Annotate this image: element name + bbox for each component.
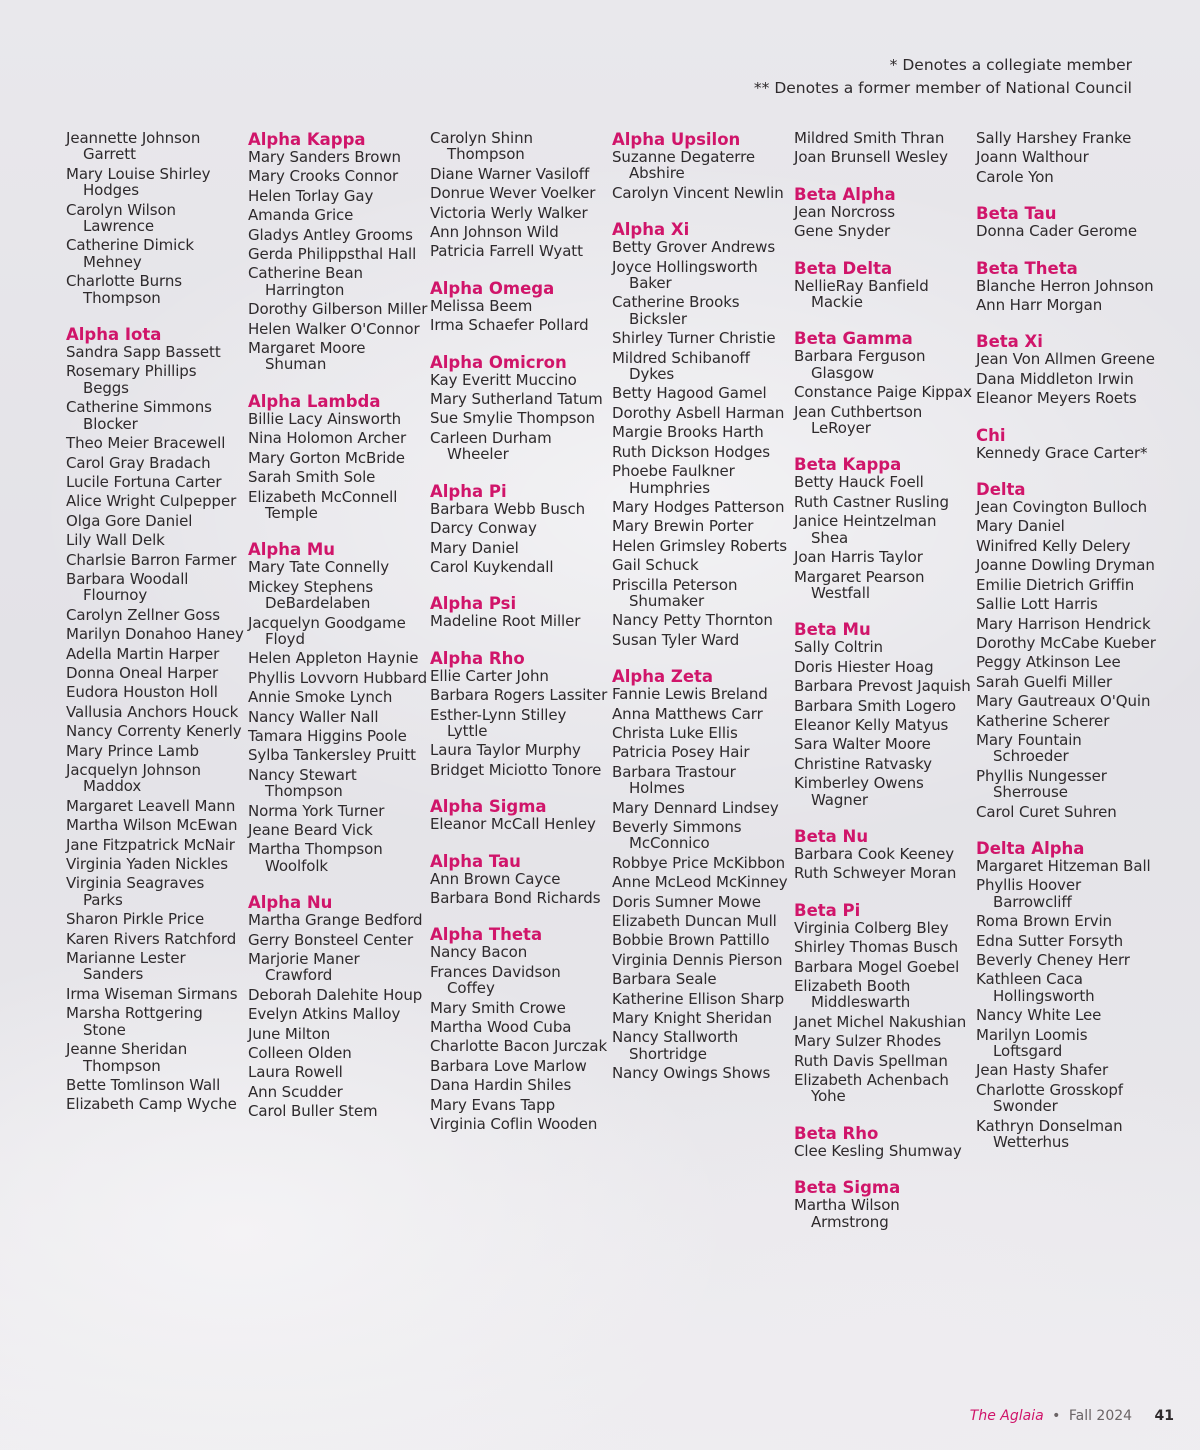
member-name: Marilyn Donahoo Haney <box>66 625 244 644</box>
member-name: Olga Gore Daniel <box>66 511 193 530</box>
chapter-title: Alpha Xi <box>612 220 690 240</box>
chapter-group <box>794 130 974 169</box>
member-name: Gladys Antley Grooms <box>248 225 413 244</box>
member-name: Charlotte Grosskopf Swonder <box>976 1080 1123 1116</box>
member-name: Karen Rivers Ratchford <box>66 929 237 948</box>
member-name: Katherine Ellison Sharp <box>612 989 785 1008</box>
member-name: Jean Hasty Shafer <box>976 1061 1109 1080</box>
member-name: Tamara Higgins Poole <box>248 726 407 745</box>
member-name: Norma York Turner <box>248 801 385 820</box>
member-name: Barbara Ferguson Glasgow <box>794 347 926 382</box>
chapter-group <box>66 130 246 309</box>
chapter-group <box>976 204 1156 242</box>
member-name: Anne McLeod McKinney <box>612 873 788 892</box>
chapter-group <box>794 827 974 885</box>
member-name: Mickey Stephens DeBardelaben <box>248 577 374 613</box>
member-name: Constance Paige Kippax <box>794 383 972 402</box>
member-name: Elizabeth Duncan Mull <box>612 912 777 931</box>
member-name: Jean Norcross <box>794 202 895 221</box>
member-name: Jane Fitzpatrick McNair <box>66 835 235 854</box>
chapter-title: Alpha Tau <box>430 851 521 871</box>
member-name: Mildred Schibanoff Dykes <box>612 348 750 384</box>
member-name: Donna Oneal Harper <box>66 663 219 682</box>
member-name: Virginia Dennis Pierson <box>612 950 783 969</box>
member-name: Jeannette Johnson Garrett <box>66 129 201 164</box>
member-name: Billie Lacy Ainsworth <box>248 409 402 428</box>
member-name: Marsha Rottgering Stone <box>66 1004 203 1039</box>
chapter-title: Alpha Pi <box>430 481 507 501</box>
chapter-group <box>976 839 1156 1154</box>
member-name: Mary Gorton McBride <box>248 448 405 467</box>
member-name: Nancy Waller Nall <box>248 707 379 726</box>
member-name: Virginia Colberg Bley <box>794 918 949 937</box>
chapter-title: Alpha Upsilon <box>612 130 741 149</box>
chapter-group <box>430 649 610 781</box>
chapter-group <box>430 925 610 1135</box>
member-name: Ann Harr Morgan <box>976 296 1103 315</box>
footnote-legend <box>754 54 1132 100</box>
member-name: Mary Dennard Lindsey <box>612 798 779 817</box>
national-council-note: ** Denotes a former member of National Council <box>753 79 1132 97</box>
member-name: Kathleen Caca Hollingsworth <box>976 970 1095 1005</box>
member-name: Gerry Bonsteel Center <box>248 930 414 949</box>
member-name: Elizabeth Booth Middleswarth <box>794 977 911 1012</box>
member-name: Virginia Coflin Wooden <box>430 1115 598 1134</box>
chapter-group <box>794 620 974 811</box>
member-name: Deborah Dalehite Houp <box>248 985 423 1004</box>
column-6 <box>976 130 1156 1169</box>
member-name: Barbara Bond Richards <box>430 888 601 907</box>
chapter-group <box>794 1178 974 1233</box>
member-name: Martha Thompson Woolfolk <box>248 840 383 875</box>
member-name: Jeanne Sheridan Thompson <box>66 1040 188 1075</box>
member-name: Janet Michel Nakushian <box>794 1012 967 1031</box>
member-name: Lucile Fortuna Carter <box>66 472 222 491</box>
member-name: Darcy Conway <box>430 519 537 538</box>
member-name: Sandra Sapp Bassett <box>66 343 221 362</box>
member-name: Mary Louise Shirley Hodges <box>66 164 211 200</box>
member-name: Mary Brewin Porter <box>612 517 754 536</box>
member-name: Dana Hardin Shiles <box>430 1076 572 1095</box>
member-name: Mary Knight Sheridan <box>612 1009 772 1028</box>
member-name: Nancy Owings Shows <box>612 1064 771 1083</box>
page-number: 41 <box>1154 1408 1174 1424</box>
member-name: Colleen Olden <box>248 1044 352 1063</box>
member-name: Carleen Durham Wheeler <box>430 428 552 464</box>
member-name: Bette Tomlinson Wall <box>66 1075 221 1094</box>
member-name: Charlotte Burns Thompson <box>66 272 182 307</box>
issue-label: Fall 2024 <box>1068 1408 1133 1424</box>
member-name: Phoebe Faulkner Humphries <box>612 462 735 497</box>
member-name: Ann Johnson Wild <box>430 223 559 242</box>
member-name: Carol Buller Stem <box>248 1102 378 1121</box>
member-name: Kennedy Grace Carter* <box>976 443 1148 462</box>
chapter-group <box>794 1124 974 1162</box>
member-name: Susan Tyler Ward <box>612 630 740 649</box>
member-name: Blanche Herron Johnson <box>976 276 1154 295</box>
chapter-title: Alpha Rho <box>430 648 525 668</box>
member-name: Mary Crooks Connor <box>248 167 399 186</box>
chapter-group <box>66 325 246 1116</box>
member-name: Alice Wright Culpepper <box>66 492 237 511</box>
member-name: Barbara Mogel Goebel <box>794 957 960 976</box>
member-name: Martha Wilson McEwan <box>66 816 238 835</box>
member-name: Jean Cuthbertson LeRoyer <box>794 402 923 438</box>
member-name: Ruth Schweyer Moran <box>794 864 957 883</box>
member-name: Virginia Yaden Nickles <box>66 855 228 874</box>
member-name: Mary Tate Connelly <box>248 558 390 577</box>
member-name: Beverly Simmons McConnico <box>612 818 742 853</box>
member-name: Sarah Smith Sole <box>248 468 376 487</box>
member-name: Mary Sutherland Tatum <box>430 390 603 409</box>
member-name: Ruth Dickson Hodges <box>612 442 770 461</box>
chapter-group <box>612 130 792 204</box>
member-name: Mary Daniel <box>430 538 519 557</box>
chapter-title: Alpha Lambda <box>248 391 381 411</box>
member-name: Laura Taylor Murphy <box>430 741 581 760</box>
member-name: Joan Harris Taylor <box>794 548 923 567</box>
member-name: Margaret Leavell Mann <box>66 796 236 815</box>
chapter-title: Alpha Iota <box>66 325 162 345</box>
member-name: Carolyn Zellner Goss <box>66 605 220 624</box>
member-name: Phyllis Lovvorn Hubbard <box>248 668 428 687</box>
chapter-group <box>612 667 792 1085</box>
member-name: Annie Smoke Lynch <box>248 688 393 707</box>
column-4 <box>612 130 792 1101</box>
member-name: Kimberley Owens Wagner <box>794 774 924 809</box>
member-name: Doris Hiester Hoag <box>794 657 934 676</box>
member-name: Laura Rowell <box>248 1063 343 1082</box>
member-name: Phyllis Nungesser Sherrouse <box>976 766 1107 802</box>
member-name: Eudora Houston Holl <box>66 683 218 702</box>
member-name: Elizabeth McConnell Temple <box>248 487 398 522</box>
chapter-group <box>248 392 428 524</box>
member-name: Adella Martin Harper <box>66 644 220 663</box>
member-name: Barbara Webb Busch <box>430 499 586 518</box>
member-name: Jacquelyn Goodgame Floyd <box>248 613 406 648</box>
member-columns <box>66 130 1156 1390</box>
member-name: Virginia Seagraves Parks <box>66 874 205 909</box>
chapter-group <box>430 482 610 579</box>
member-name: Margaret Hitzeman Ball <box>976 856 1151 875</box>
member-name: Mary Fountain Schroeder <box>976 730 1082 766</box>
member-name: Irma Schaefer Pollard <box>430 316 589 335</box>
member-name: Amanda Grice <box>248 206 354 225</box>
member-name: Sally Coltrin <box>794 638 883 657</box>
member-name: Marianne Lester Sanders <box>66 949 186 984</box>
chapter-group <box>794 455 974 604</box>
member-name: Barbara Cook Keeney <box>794 844 955 863</box>
member-name: Elizabeth Achenbach Yohe <box>794 1071 949 1106</box>
member-name: Joanne Dowling Dryman <box>976 556 1155 575</box>
member-name: Sharon Pirkle Price <box>66 910 205 929</box>
member-name: Mary Harrison Hendrick <box>976 614 1151 633</box>
member-name: Sue Smylie Thompson <box>430 409 595 428</box>
member-name: Gail Schuck <box>612 556 699 575</box>
member-name: Helen Torlay Gay <box>248 186 374 205</box>
member-name: Barbara Smith Logero <box>794 696 956 715</box>
column-5 <box>794 130 974 1249</box>
member-name: Rosemary Phillips Beggs <box>66 362 197 397</box>
member-name: Clee Kesling Shumway <box>794 1141 962 1160</box>
member-name: Sallie Lott Harris <box>976 595 1098 614</box>
member-name: Gerda Philippsthal Hall <box>248 245 417 264</box>
member-name: Shirley Turner Christie <box>612 329 776 348</box>
chapter-title: Alpha Psi <box>430 594 517 614</box>
member-name: Lily Wall Delk <box>66 531 165 550</box>
chapter-group <box>976 259 1156 317</box>
chapter-group <box>248 130 428 376</box>
member-name: Sarah Guelfi Miller <box>976 672 1113 691</box>
member-name: Katherine Scherer <box>976 711 1110 730</box>
member-name: Eleanor McCall Henley <box>430 815 596 834</box>
chapter-title: Alpha Mu <box>248 540 336 560</box>
member-name: Victoria Werly Walker <box>430 203 588 222</box>
chapter-title: Beta Theta <box>976 258 1078 278</box>
member-name: Sylba Tankersley Pruitt <box>248 746 416 765</box>
member-name: Helen Appleton Haynie <box>248 649 419 668</box>
member-name: Joann Walthour <box>976 148 1089 167</box>
member-name: Dana Middleton Irwin <box>976 369 1134 388</box>
member-name: Margaret Pearson Westfall <box>794 567 925 602</box>
chapter-title: Beta Delta <box>794 258 893 278</box>
member-name: Ann Brown Cayce <box>430 869 561 888</box>
chapter-group <box>612 220 792 651</box>
chapter-group <box>430 279 610 337</box>
member-name: Emilie Dietrich Griffin <box>976 575 1135 594</box>
member-name: Catherine Brooks Bicksler <box>612 293 740 328</box>
member-name: Christine Ratvasky <box>794 754 932 773</box>
member-name: Catherine Simmons Blocker <box>66 398 212 433</box>
member-name: Barbara Love Marlow <box>430 1056 587 1075</box>
chapter-group <box>430 852 610 910</box>
member-name: Betty Grover Andrews <box>612 238 776 257</box>
member-name: Peggy Atkinson Lee <box>976 653 1121 672</box>
member-name: Carol Curet Suhren <box>976 802 1117 821</box>
member-name: Suzanne Degaterre Abshire <box>612 148 755 183</box>
member-name: Madeline Root Miller <box>430 612 581 631</box>
page-footer <box>970 1408 1174 1424</box>
member-name: Jean Covington Bulloch <box>976 498 1148 517</box>
member-name: Patricia Posey Hair <box>612 743 750 762</box>
member-name: Diane Warner Vasiloff <box>430 164 590 183</box>
chapter-title: Chi <box>976 425 1006 445</box>
member-name: Doris Sumner Mowe <box>612 892 761 911</box>
member-name: Carol Gray Bradach <box>66 453 211 472</box>
member-name: Vallusia Anchors Houck <box>66 702 239 721</box>
member-name: Charlsie Barron Farmer <box>66 550 237 569</box>
magazine-title: The Aglaia <box>969 1408 1044 1424</box>
member-name: Ruth Davis Spellman <box>794 1051 948 1070</box>
member-name: Carol Kuykendall <box>430 557 554 576</box>
member-name: Jean Von Allmen Greene <box>976 350 1155 369</box>
member-name: Betty Hagood Gamel <box>612 384 767 403</box>
chapter-title: Alpha Zeta <box>612 667 714 687</box>
chapter-title: Beta Nu <box>794 826 869 846</box>
chapter-title: Beta Tau <box>976 204 1057 224</box>
chapter-group <box>248 540 428 877</box>
member-name: Joan Brunsell Wesley <box>794 148 948 167</box>
member-name: Jeane Beard Vick <box>248 821 373 839</box>
member-name: Elizabeth Camp Wyche <box>66 1095 237 1114</box>
member-name: Kathryn Donselman Wetterhus <box>976 1116 1123 1152</box>
member-name: Janice Heintzelman Shea <box>794 512 937 547</box>
chapter-title: Beta Sigma <box>794 1178 901 1198</box>
member-name: Helen Walker O'Connor <box>248 319 420 338</box>
member-name: Dorothy McCabe Kueber <box>976 633 1156 652</box>
member-name: Marilyn Loomis Loftsgard <box>976 1025 1088 1061</box>
column-2 <box>248 130 428 1139</box>
member-name: Carolyn Wilson Lawrence <box>66 200 176 236</box>
chapter-title: Delta Alpha <box>976 838 1085 858</box>
member-name: Catherine Dimick Mehney <box>66 236 194 271</box>
member-name: Eleanor Meyers Roets <box>976 389 1137 408</box>
member-name: Barbara Prevost Jaquish <box>794 677 971 696</box>
member-name: Mary Sulzer Rhodes <box>794 1032 942 1051</box>
chapter-group <box>248 893 428 1122</box>
chapter-title: Alpha Omega <box>430 278 555 298</box>
member-name: Mary Prince Lamb <box>66 741 199 760</box>
member-name: Donna Cader Gerome <box>976 222 1137 241</box>
member-name: Priscilla Peterson Shumaker <box>612 575 738 610</box>
member-name: Joyce Hollingsworth Baker <box>612 257 758 293</box>
chapter-group <box>976 480 1156 823</box>
member-name: Evelyn Atkins Malloy <box>248 1005 401 1024</box>
member-name: Edna Sutter Forsyth <box>976 931 1124 950</box>
chapter-title: Alpha Omicron <box>430 352 567 372</box>
member-name: Beverly Cheney Herr <box>976 951 1130 969</box>
member-name: Ann Scudder <box>248 1082 343 1101</box>
member-name: Margaret Moore Shuman <box>248 339 366 374</box>
member-name: Roma Brown Ervin <box>976 912 1112 931</box>
member-name: Fannie Lewis Breland <box>612 685 768 704</box>
member-name: Martha Wood Cuba <box>430 1018 572 1036</box>
member-name: Kay Everitt Muccino <box>430 370 577 389</box>
member-name: Irma Wiseman Sirmans <box>66 984 238 1003</box>
column-3 <box>430 130 610 1151</box>
member-name: Martha Wilson Armstrong <box>794 1196 900 1231</box>
chapter-title: Alpha Nu <box>248 893 333 913</box>
member-name: Sally Harshey Franke <box>976 129 1132 147</box>
member-name: Nancy White Lee <box>976 1006 1102 1025</box>
footer-separator: • <box>1052 1408 1061 1424</box>
member-name: Shirley Thomas Busch <box>794 938 959 957</box>
member-name: Marjorie Maner Crawford <box>248 950 360 985</box>
member-name: Mary Hodges Patterson <box>612 497 785 516</box>
chapter-title: Alpha Theta <box>430 925 543 945</box>
chapter-title: Beta Alpha <box>794 184 896 204</box>
member-name: Bobbie Brown Pattillo <box>612 931 770 950</box>
member-name: Anna Matthews Carr <box>612 704 763 723</box>
member-name: Phyllis Hoover Barrowcliff <box>976 876 1082 911</box>
member-name: Dorothy Asbell Harman <box>612 403 785 422</box>
member-name: Mildred Smith Thran <box>794 129 945 147</box>
member-name: Mary Daniel <box>976 517 1065 536</box>
collegiate-note: * Denotes a collegiate member <box>889 56 1132 74</box>
chapter-title: Beta Rho <box>794 1123 879 1143</box>
member-name: Christa Luke Ellis <box>612 723 738 742</box>
member-name: Sara Walter Moore <box>794 735 931 754</box>
chapter-title: Alpha Sigma <box>430 797 547 817</box>
member-name: Barbara Seale <box>612 970 717 989</box>
chapter-group <box>794 185 974 243</box>
member-name: June Milton <box>248 1024 331 1043</box>
member-name: Margie Brooks Harth <box>612 423 764 442</box>
member-name: Nina Holomon Archer <box>248 429 407 448</box>
member-name: Nancy Correnty Kenerly <box>66 722 242 741</box>
member-name: Frances Davidson Coffey <box>430 962 561 998</box>
member-name: Nancy Stallworth Shortridge <box>612 1028 739 1063</box>
member-name: Mary Gautreaux O'Quin <box>976 692 1151 711</box>
column-1 <box>66 130 246 1132</box>
chapter-title: Beta Kappa <box>794 455 902 475</box>
member-name: Ellie Carter John <box>430 666 549 685</box>
member-name: Jacquelyn Johnson Maddox <box>66 761 201 796</box>
member-name: Nancy Stewart Thompson <box>248 765 357 801</box>
chapter-title: Beta Mu <box>794 620 871 640</box>
chapter-group <box>430 130 610 263</box>
chapter-group <box>794 259 974 314</box>
member-name: NellieRay Banfield Mackie <box>794 276 929 312</box>
chapter-group <box>976 426 1156 464</box>
chapter-group <box>794 329 974 439</box>
member-name: Mary Smith Crowe <box>430 998 566 1017</box>
chapter-group <box>430 353 610 466</box>
member-name: Catherine Bean Harrington <box>248 264 363 299</box>
member-name: Ruth Castner Rusling <box>794 492 949 511</box>
chapter-title: Alpha Kappa <box>248 130 366 149</box>
member-name: Nancy Bacon <box>430 943 528 962</box>
chapter-group <box>430 797 610 835</box>
member-name: Carolyn Shinn Thompson <box>430 129 533 164</box>
chapter-title: Delta <box>976 480 1026 500</box>
chapter-group <box>976 130 1156 188</box>
member-name: Betty Hauck Foell <box>794 473 924 492</box>
member-name: Donrue Wever Voelker <box>430 184 596 203</box>
member-name: Carole Yon <box>976 167 1054 186</box>
member-name: Robbye Price McKibbon <box>612 853 786 872</box>
member-name: Carolyn Vincent Newlin <box>612 183 784 202</box>
member-name: Gene Snyder <box>794 222 891 241</box>
member-name: Esther-Lynn Stilley Lyttle <box>430 705 567 740</box>
member-name: Bridget Miciotto Tonore <box>430 760 602 779</box>
member-name: Mary Sanders Brown <box>248 148 401 166</box>
member-name: Mary Evans Tapp <box>430 1095 555 1114</box>
member-name: Barbara Trastour Holmes <box>612 762 736 798</box>
chapter-title: Beta Gamma <box>794 329 913 349</box>
chapter-group <box>430 594 610 632</box>
member-name: Eleanor Kelly Matyus <box>794 715 949 734</box>
chapter-group <box>794 901 974 1108</box>
chapter-group <box>976 332 1156 409</box>
member-name: Barbara Woodall Flournoy <box>66 569 189 605</box>
member-name: Melissa Beem <box>430 296 533 315</box>
member-name: Patricia Farrell Wyatt <box>430 242 583 261</box>
member-name: Winifred Kelly Delery <box>976 536 1131 555</box>
member-name: Nancy Petty Thornton <box>612 611 773 630</box>
member-name: Martha Grange Bedford <box>248 911 423 930</box>
member-name: Theo Meier Bracewell <box>66 434 226 453</box>
chapter-title: Beta Xi <box>976 332 1043 352</box>
member-name: Barbara Rogers Lassiter <box>430 686 608 705</box>
member-name: Dorothy Gilberson Miller <box>248 300 428 319</box>
chapter-title: Beta Pi <box>794 900 861 920</box>
member-name: Charlotte Bacon Jurczak <box>430 1037 608 1056</box>
member-name: Helen Grimsley Roberts <box>612 536 787 555</box>
